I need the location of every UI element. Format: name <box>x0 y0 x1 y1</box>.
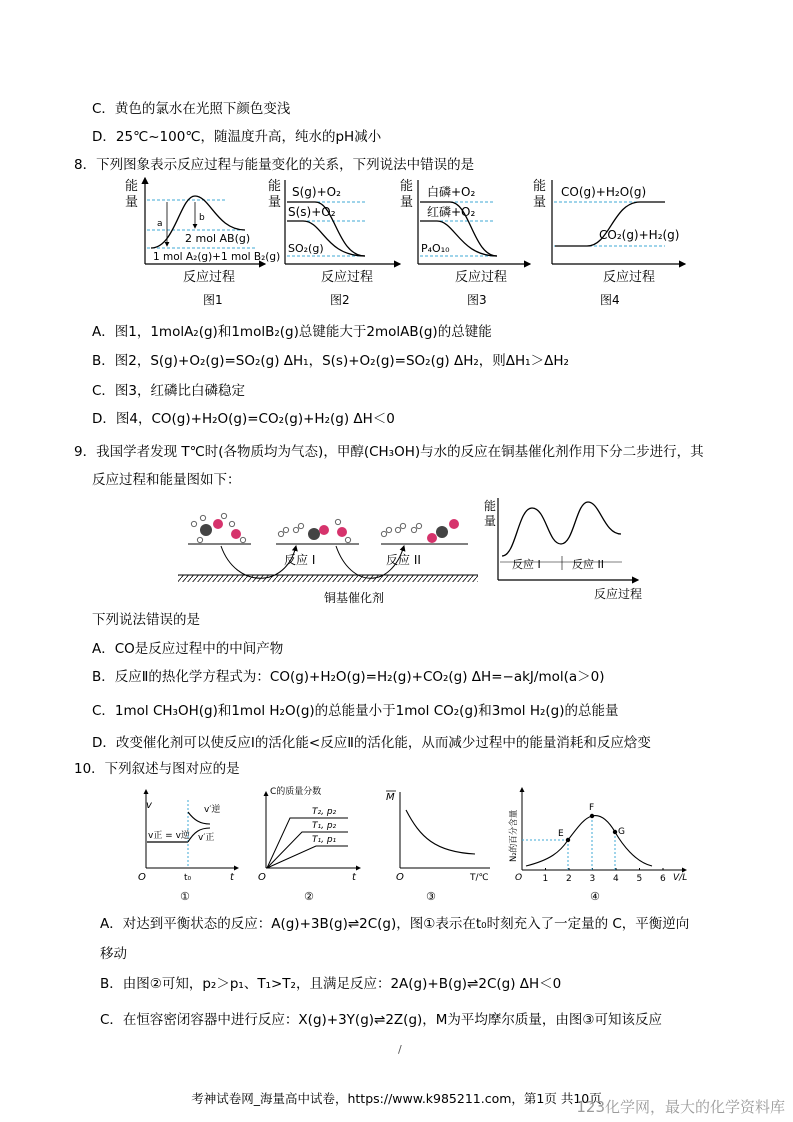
q10-option-a-line1: A．对达到平衡状态的反应：A(g)+3B(g)⇌2C(g)，图①表示在t₀时刻充入了一定量的 C，平衡逆向 <box>100 916 690 932</box>
g3-origin: O <box>396 872 404 883</box>
g1-vfwd: v′正 <box>198 833 215 843</box>
q9-energy-label-2: 量 <box>484 514 497 528</box>
q9-option-b: B．反应Ⅱ的热化学方程式为：CO(g)+H₂O(g)=H₂(g)+CO₂(g) ΔH=−akJ/mol(a＞0) <box>92 669 605 685</box>
q8-option-b: B．图2，S(g)+O₂(g)=SO₂(g) ΔH₁，S(s)+O₂(g)=SO₂(g) ΔH₂，则ΔH₁＞ΔH₂ <box>92 353 569 369</box>
g1-caption: ① <box>180 890 190 903</box>
fig3 <box>400 178 530 307</box>
q9-option-c: C．1mol CH₃OH(g)和1mol H₂O(g)的总能量小于1mol CO₂(g)和3mol H₂(g)的总能量 <box>92 703 619 719</box>
product-molecules <box>381 519 459 543</box>
fig1-low-label: 1 mol A₂(g)+1 mol B₂(g) <box>153 251 281 263</box>
fig1-caption: 图1 <box>203 293 223 307</box>
fig3-label-1: 白磷+O₂ <box>427 185 476 199</box>
fig2-caption: 图2 <box>330 293 350 307</box>
q9-stem-line2: 反应过程和能量图如下： <box>92 472 241 488</box>
catalyst-surface <box>178 575 478 582</box>
graph4 <box>508 788 687 903</box>
g1-t: t <box>230 872 234 883</box>
g4-caption: ④ <box>590 890 600 903</box>
g4-xlabel: V/L <box>673 873 688 883</box>
g3-t: T/℃ <box>470 873 489 883</box>
page-footer: 考神试卷网_海量高中试卷，https://www.k985211.com，第1页 共10页 <box>191 1091 602 1106</box>
fig4-energy-label-2: 量 <box>533 195 547 210</box>
q10-option-c: C．在恒容密闭容器中进行反应：X(g)+3Y(g)⇌2Z(g)，M为平均摩尔质量，由图③可知该反应 <box>100 1012 663 1028</box>
graph1 <box>138 790 238 903</box>
q9-xlabel: 反应过程 <box>594 587 643 601</box>
fig1-energy-label-1: 能 <box>125 179 139 194</box>
fig1-b: b <box>199 213 205 223</box>
fig4-energy-label-1: 能 <box>533 179 547 194</box>
point-e <box>566 838 570 842</box>
g4-f: F <box>589 803 595 813</box>
q9-figure <box>176 494 651 606</box>
fig2-label-2: S(s)+O₂ <box>288 205 336 219</box>
fig4-caption: 图4 <box>600 293 620 307</box>
q9-ask: 下列说法错误的是 <box>92 612 200 628</box>
q10-stem: 10．下列叙述与图对应的是 <box>74 761 240 777</box>
intermediate-molecules <box>278 519 350 542</box>
g2-title: C的质量分数 <box>270 787 322 797</box>
g4-origin: O <box>515 873 523 883</box>
fig1-a: a <box>157 219 163 229</box>
fig3-label-2: 红磷+O₂ <box>427 205 476 219</box>
q8-option-a: A．图1，1molA₂(g)和1molB₂(g)总键能大于2molAB(g)的总键能 <box>92 324 492 340</box>
q8-option-c: C．图3，红磷比白磷稳定 <box>92 383 246 399</box>
point-g <box>613 830 617 834</box>
g3-m: M <box>386 792 395 803</box>
point-f <box>590 814 594 818</box>
g3-caption: ③ <box>426 890 436 903</box>
g4-tick-label: 4 <box>613 874 619 884</box>
fig2 <box>268 178 400 307</box>
q7-option-c: C．黄色的氯水在光照下颜色变浅 <box>92 101 291 117</box>
fig1-high-label: 2 mol AB(g) <box>185 232 251 245</box>
q10-figures <box>130 782 700 906</box>
g4-tick-label: 2 <box>566 874 572 884</box>
g2-curve1: T₂, p₂ <box>312 807 337 817</box>
g2-origin: O <box>258 872 266 883</box>
g2-curve3: T₁, p₁ <box>312 835 337 845</box>
fig2-energy-label-1: 能 <box>268 179 282 194</box>
g1-vrev: v′逆 <box>204 805 221 815</box>
q9-option-a: A．CO是反应过程中的中间产物 <box>92 641 284 657</box>
g4-tick-label: 1 <box>542 874 549 884</box>
q9-energy-label-1: 能 <box>484 499 497 513</box>
fig2-energy-label-2: 量 <box>268 195 282 210</box>
q7-option-d: D．25℃~100℃，随温度升高，纯水的pH减小 <box>92 129 382 145</box>
q10-option-b: B．由图②可知，p₂＞p₁、T₁>T₂，且满足反应：2A(g)+B(g)⇌2C(g) ΔH＜0 <box>100 976 562 992</box>
q9-option-d: D．改变催化剂可以使反应Ⅰ的活化能<反应Ⅱ的活化能，从而减少过程中的能量消耗和反应焓变 <box>92 735 651 751</box>
fig1-xlabel: 反应过程 <box>183 270 236 285</box>
q8-stem: 8．下列图象表示反应过程与能量变化的关系，下列说法中错误的是 <box>74 157 475 173</box>
g4-tick-label: 3 <box>589 874 596 884</box>
fig3-energy-label-2: 量 <box>400 195 414 210</box>
g1-origin: O <box>138 872 146 883</box>
g4-g: G <box>618 827 625 837</box>
g4-e: E <box>558 829 564 839</box>
fig2-xlabel: 反应过程 <box>321 270 374 285</box>
fig3-xlabel: 反应过程 <box>455 270 508 285</box>
fig2-label-3: SO₂(g) <box>288 242 324 255</box>
g4-tick-label: 5 <box>636 874 643 884</box>
g1-v: v <box>146 800 152 811</box>
fig4-label-2: CO₂(g)+H₂(g) <box>599 228 680 242</box>
fig4-xlabel: 反应过程 <box>603 270 656 285</box>
methanol-molecule <box>191 513 226 542</box>
fig1-energy-label-2: 量 <box>125 195 139 210</box>
fig2-label-1: S(g)+O₂ <box>292 185 341 199</box>
g1-eq: v正 = v逆 <box>148 831 190 841</box>
q10-option-a-line2: 移动 <box>100 946 127 962</box>
fig3-caption: 图3 <box>467 293 487 307</box>
q9-energy-diagram <box>484 498 642 601</box>
fig3-energy-label-1: 能 <box>400 179 414 194</box>
g4-ylabel: N₂的百分含量 <box>509 809 519 862</box>
fig4 <box>533 178 685 307</box>
q8-figures <box>125 176 690 312</box>
q9-label-catalyst: 铜基催化剂 <box>324 591 385 605</box>
g2-caption: ② <box>304 890 314 903</box>
g4-tick-label: 6 <box>660 874 666 884</box>
q9-diagram-r1: 反应 I <box>512 558 541 571</box>
graph2 <box>258 785 360 903</box>
g1-t0: t₀ <box>184 873 192 883</box>
page-mark: / <box>398 1043 402 1056</box>
q9-diagram-r2: 反应 II <box>572 558 604 571</box>
g2-curve2: T₁, p₂ <box>312 821 337 831</box>
water-molecule <box>229 521 245 542</box>
q9-stem-line1: 9．我国学者发现 T℃时(各物质均为气态)，甲醇(CH₃OH)与水的反应在铜基催化剂作用下分二步进行，其 <box>74 444 704 460</box>
fig1 <box>125 178 280 307</box>
graph3 <box>386 791 490 903</box>
q8-option-d: D．图4，CO(g)+H₂O(g)=CO₂(g)+H₂(g) ΔH＜0 <box>92 411 395 427</box>
fig4-label-1: CO(g)+H₂O(g) <box>561 185 647 199</box>
fig3-label-3: P₄O₁₀ <box>421 242 450 255</box>
q9-label-reaction1: 反应 I <box>284 553 316 567</box>
watermark: 123化学网，最大的化学资料库 <box>576 1098 785 1116</box>
g2-t: t <box>352 872 356 883</box>
q9-label-reaction2: 反应 II <box>386 553 421 567</box>
